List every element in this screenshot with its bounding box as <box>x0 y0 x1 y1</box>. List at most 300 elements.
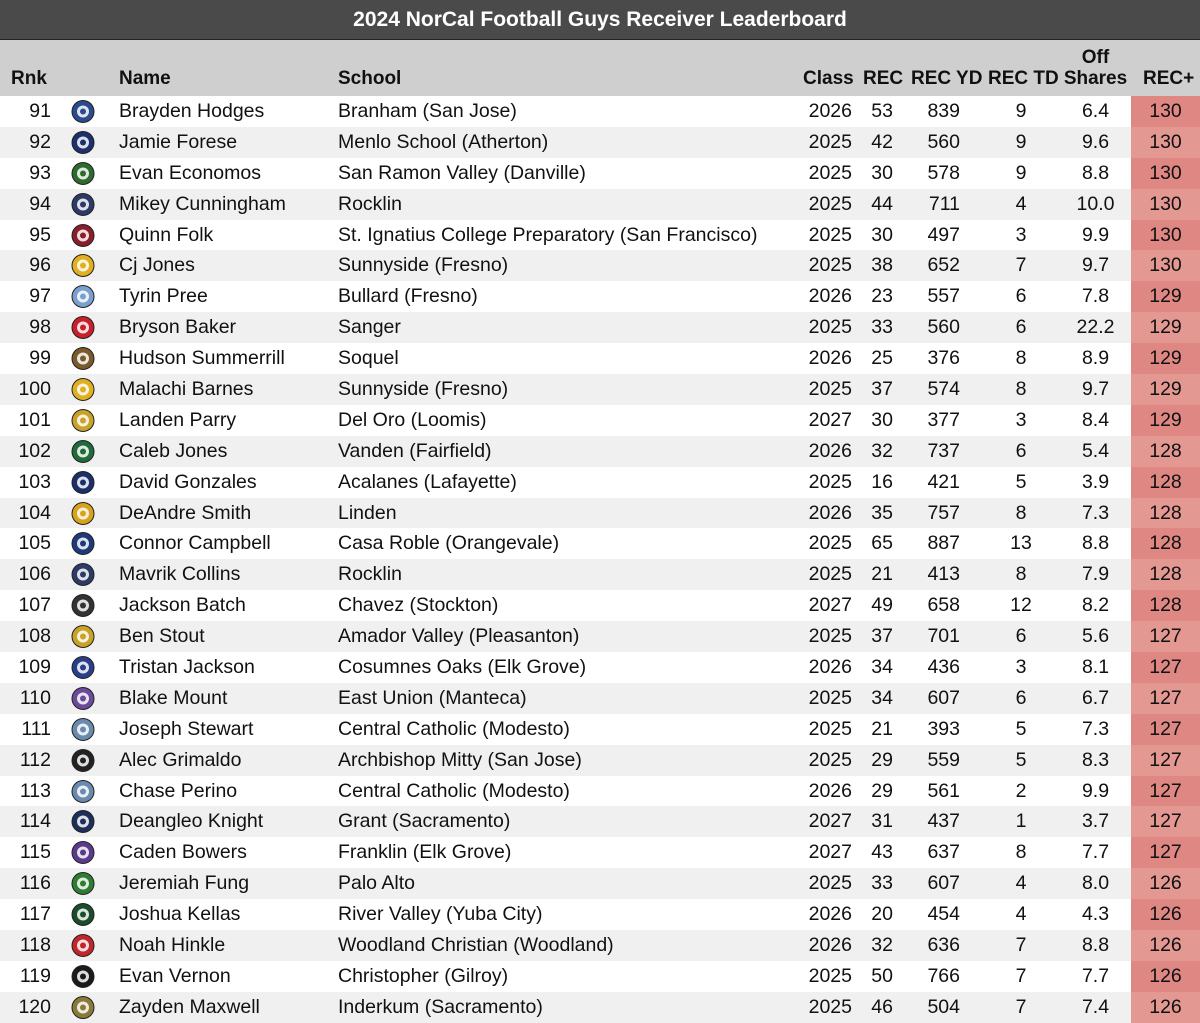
class-cell: 2025 <box>808 470 852 493</box>
class-cell: 2025 <box>808 130 852 153</box>
rank-cell: 91 <box>29 100 51 122</box>
vanden-logo-icon <box>70 439 96 464</box>
rec-yd-cell: 757 <box>927 501 960 524</box>
header-off: Off <box>1081 47 1110 68</box>
rec-yd-cell: 607 <box>927 686 960 709</box>
player-name: Mikey Cunningham <box>119 192 286 215</box>
rank-cell: 103 <box>18 470 51 493</box>
rec-yd-cell: 560 <box>927 316 960 339</box>
sanger-logo-icon <box>70 315 96 340</box>
rec-td-cell: 8 <box>1015 378 1027 401</box>
class-cell: 2026 <box>808 779 852 802</box>
rec-plus-cell: 129 <box>1131 374 1200 405</box>
rec-cell: 32 <box>871 439 893 462</box>
school-name: Christopher (Gilroy) <box>338 964 509 987</box>
rec-td-cell: 9 <box>1015 130 1027 153</box>
school-name: St. Ignatius College Preparatory (San Francisco) <box>338 223 758 246</box>
rec-cell: 21 <box>871 563 893 586</box>
table-row <box>0 559 1200 590</box>
rec-cell: 38 <box>871 254 893 277</box>
grant-logo-icon <box>70 809 96 834</box>
rank-cell: 116 <box>19 872 51 895</box>
rec-td-cell: 7 <box>1015 964 1027 987</box>
rank-cell: 118 <box>19 934 51 957</box>
off-shares-cell: 8.8 <box>1081 934 1110 957</box>
rec-plus-cell: 129 <box>1131 405 1200 436</box>
school-name: Vanden (Fairfield) <box>338 439 492 462</box>
rank-cell: 101 <box>18 408 51 431</box>
rec-plus-cell: 130 <box>1131 189 1200 220</box>
amador-valley-logo-icon <box>70 624 96 649</box>
class-cell: 2026 <box>808 934 852 957</box>
rec-cell: 33 <box>871 316 893 339</box>
school-name: Menlo School (Atherton) <box>338 130 549 153</box>
rank-cell: 117 <box>19 903 51 926</box>
rec-plus-cell: 127 <box>1131 652 1200 683</box>
school-name: Franklin (Elk Grove) <box>338 841 512 864</box>
rec-td-cell: 4 <box>1015 192 1027 215</box>
menlo-logo-icon <box>70 130 96 155</box>
table-row <box>0 590 1200 621</box>
table-row <box>0 776 1200 807</box>
header-class: Class <box>803 68 854 89</box>
player-name: David Gonzales <box>119 470 257 493</box>
player-name: Chase Perino <box>119 779 238 802</box>
school-name: Rocklin <box>338 192 402 215</box>
school-name: Bullard (Fresno) <box>338 285 478 308</box>
school-name: Sunnyside (Fresno) <box>338 378 509 401</box>
school-name: Linden <box>338 501 397 524</box>
rank-cell: 95 <box>29 223 51 246</box>
cosumnes-oaks-logo-icon <box>70 655 96 680</box>
archbishop-mitty-logo-icon <box>70 748 96 773</box>
rec-plus-cell: 127 <box>1131 745 1200 776</box>
sunnyside-logo-icon <box>70 377 96 402</box>
leaderboard-title: 2024 NorCal Football Guys Receiver Leaderboard <box>0 0 1200 40</box>
rocklin-logo-icon <box>70 562 96 587</box>
rec-plus-cell: 127 <box>1131 776 1200 807</box>
player-name: Quinn Folk <box>119 223 214 246</box>
rec-td-cell: 3 <box>1015 408 1027 431</box>
table-row <box>0 745 1200 776</box>
off-shares-cell: 8.8 <box>1081 532 1110 555</box>
off-shares-cell: 7.4 <box>1081 995 1110 1018</box>
east-union-logo-icon <box>70 686 96 711</box>
table-row <box>0 312 1200 343</box>
class-cell: 2025 <box>808 316 852 339</box>
off-shares-cell: 9.7 <box>1081 378 1110 401</box>
header-rec-td: REC TD <box>988 68 1059 89</box>
rank-cell: 111 <box>21 717 51 740</box>
rec-td-cell: 6 <box>1015 686 1027 709</box>
header-rnk: Rnk <box>11 68 47 89</box>
san-ramon-valley-logo-icon <box>70 161 96 186</box>
rec-cell: 21 <box>871 717 893 740</box>
rec-cell: 37 <box>871 378 893 401</box>
table-row <box>0 467 1200 498</box>
rec-td-cell: 9 <box>1015 161 1027 184</box>
bullard-logo-icon <box>70 284 96 309</box>
rec-td-cell: 6 <box>1015 285 1027 308</box>
rec-yd-cell: 376 <box>927 347 960 370</box>
player-name: Mavrik Collins <box>119 563 241 586</box>
rec-td-cell: 13 <box>1010 532 1032 555</box>
rec-plus-cell: 130 <box>1131 220 1200 251</box>
soquel-logo-icon <box>70 346 96 371</box>
class-cell: 2026 <box>808 439 852 462</box>
school-name: East Union (Manteca) <box>338 686 527 709</box>
central-catholic-logo-icon <box>70 717 96 742</box>
table-row <box>0 343 1200 374</box>
table-row <box>0 930 1200 961</box>
table-header <box>0 40 1200 96</box>
rec-plus-cell: 129 <box>1131 312 1200 343</box>
rec-cell: 20 <box>871 903 893 926</box>
class-cell: 2025 <box>808 625 852 648</box>
header-rec: REC <box>863 68 904 89</box>
table-row <box>0 436 1200 467</box>
central-catholic-logo-icon <box>70 779 96 804</box>
player-name: Connor Campbell <box>119 532 271 555</box>
rec-yd-cell: 737 <box>927 439 960 462</box>
off-shares-cell: 7.8 <box>1081 285 1110 308</box>
rank-cell: 107 <box>18 594 51 617</box>
school-name: Branham (San Jose) <box>338 100 517 122</box>
header-shares: Shares <box>1063 68 1128 89</box>
rec-yd-cell: 437 <box>927 810 960 833</box>
table-row <box>0 405 1200 436</box>
rec-plus-cell: 126 <box>1131 930 1200 961</box>
rank-cell: 120 <box>18 995 51 1018</box>
rec-td-cell: 8 <box>1015 563 1027 586</box>
rec-yd-cell: 393 <box>927 717 960 740</box>
river-valley-logo-icon <box>70 902 96 927</box>
rec-plus-cell: 127 <box>1131 714 1200 745</box>
table-row <box>0 621 1200 652</box>
rec-yd-cell: 497 <box>927 223 960 246</box>
off-shares-cell: 7.7 <box>1081 841 1110 864</box>
rank-cell: 106 <box>18 563 51 586</box>
rec-td-cell: 3 <box>1015 656 1027 679</box>
rank-cell: 105 <box>18 532 51 555</box>
rec-yd-cell: 574 <box>927 378 960 401</box>
player-name: Tyrin Pree <box>119 285 208 308</box>
class-cell: 2025 <box>808 872 852 895</box>
rec-plus-cell: 127 <box>1131 683 1200 714</box>
rank-cell: 119 <box>19 964 51 987</box>
rec-cell: 30 <box>871 408 893 431</box>
school-name: Cosumnes Oaks (Elk Grove) <box>338 656 587 679</box>
player-name: Bryson Baker <box>119 316 237 339</box>
table-row <box>0 806 1200 837</box>
rank-cell: 110 <box>19 686 51 709</box>
rec-plus-cell: 128 <box>1131 559 1200 590</box>
rec-td-cell: 8 <box>1015 501 1027 524</box>
rec-cell: 53 <box>871 100 893 122</box>
class-cell: 2025 <box>808 223 852 246</box>
rec-td-cell: 2 <box>1015 779 1027 802</box>
rec-td-cell: 7 <box>1015 934 1027 957</box>
rec-yd-cell: 637 <box>927 841 960 864</box>
rec-td-cell: 1 <box>1015 810 1027 833</box>
school-name: Del Oro (Loomis) <box>338 408 487 431</box>
rec-yd-cell: 413 <box>927 563 960 586</box>
off-shares-cell: 7.7 <box>1081 964 1110 987</box>
table-row <box>0 127 1200 158</box>
rec-cell: 37 <box>871 625 893 648</box>
table-row <box>0 992 1200 1023</box>
school-name: Palo Alto <box>338 872 415 895</box>
player-name: Ben Stout <box>119 625 205 648</box>
school-name: Casa Roble (Orangevale) <box>338 532 560 555</box>
rec-yd-cell: 421 <box>927 470 960 493</box>
rec-plus-cell: 128 <box>1131 590 1200 621</box>
player-name: Cj Jones <box>119 254 195 277</box>
off-shares-cell: 3.7 <box>1081 810 1110 833</box>
rec-td-cell: 12 <box>1010 594 1032 617</box>
table-row <box>0 714 1200 745</box>
table-row <box>0 837 1200 868</box>
rank-cell: 115 <box>19 841 51 864</box>
header-rec-plus: REC+ <box>1143 68 1195 89</box>
class-cell: 2025 <box>808 995 852 1018</box>
rank-cell: 102 <box>18 439 51 462</box>
rank-cell: 109 <box>18 656 51 679</box>
rec-cell: 46 <box>871 995 893 1018</box>
class-cell: 2025 <box>808 254 852 277</box>
rec-yd-cell: 658 <box>927 594 960 617</box>
off-shares-cell: 6.4 <box>1081 100 1110 122</box>
del-oro-logo-icon <box>70 408 96 433</box>
class-cell: 2025 <box>808 378 852 401</box>
rec-yd-cell: 701 <box>927 625 960 648</box>
rec-yd-cell: 711 <box>928 192 960 215</box>
off-shares-cell: 22.2 <box>1076 316 1115 339</box>
player-name: Jackson Batch <box>119 594 246 617</box>
off-shares-cell: 3.9 <box>1081 470 1110 493</box>
palo-alto-logo-icon <box>70 871 96 896</box>
rec-yd-cell: 560 <box>927 130 960 153</box>
rank-cell: 99 <box>29 347 51 370</box>
woodland-christian-logo-icon <box>70 933 96 958</box>
rec-plus-cell: 130 <box>1131 158 1200 189</box>
rank-cell: 113 <box>19 779 51 802</box>
class-cell: 2025 <box>808 748 852 771</box>
off-shares-cell: 6.7 <box>1081 686 1110 709</box>
rec-cell: 30 <box>871 161 893 184</box>
rank-cell: 100 <box>18 378 51 401</box>
player-name: Blake Mount <box>119 686 228 709</box>
rec-plus-cell: 128 <box>1131 467 1200 498</box>
off-shares-cell: 8.8 <box>1081 161 1110 184</box>
table-row <box>0 374 1200 405</box>
st-ignatius-logo-icon <box>70 223 96 248</box>
leaderboard-rows <box>0 96 1200 1023</box>
linden-logo-icon <box>70 501 96 526</box>
rec-yd-cell: 652 <box>927 254 960 277</box>
rec-cell: 30 <box>871 223 893 246</box>
class-cell: 2027 <box>808 841 852 864</box>
chavez-logo-icon <box>70 593 96 618</box>
player-name: Malachi Barnes <box>119 378 254 401</box>
player-name: Deangleo Knight <box>119 810 264 833</box>
table-row <box>0 899 1200 930</box>
rocklin-logo-icon <box>70 192 96 217</box>
player-name: Landen Parry <box>119 408 237 431</box>
rec-cell: 34 <box>871 686 893 709</box>
rec-cell: 35 <box>871 501 893 524</box>
player-name: Hudson Summerrill <box>119 347 285 370</box>
rec-td-cell: 6 <box>1015 625 1027 648</box>
player-name: Zayden Maxwell <box>119 995 260 1018</box>
rec-cell: 43 <box>871 841 893 864</box>
off-shares-cell: 9.9 <box>1081 223 1110 246</box>
table-row <box>0 189 1200 220</box>
rec-td-cell: 9 <box>1015 100 1027 122</box>
class-cell: 2026 <box>808 656 852 679</box>
rec-td-cell: 6 <box>1015 439 1027 462</box>
rec-cell: 16 <box>871 470 893 493</box>
player-name: Noah Hinkle <box>119 934 226 957</box>
rec-yd-cell: 839 <box>927 100 960 122</box>
class-cell: 2027 <box>808 810 852 833</box>
table-row <box>0 220 1200 251</box>
acalanes-logo-icon <box>70 470 96 495</box>
school-name: Archbishop Mitty (San Jose) <box>338 748 582 771</box>
rec-yd-cell: 561 <box>927 779 960 802</box>
rec-plus-cell: 130 <box>1131 96 1200 127</box>
rec-plus-cell: 126 <box>1131 992 1200 1023</box>
school-name: Central Catholic (Modesto) <box>338 779 570 802</box>
class-cell: 2026 <box>808 347 852 370</box>
class-cell: 2026 <box>808 903 852 926</box>
rec-plus-cell: 127 <box>1131 806 1200 837</box>
rec-yd-cell: 578 <box>927 161 960 184</box>
rec-cell: 25 <box>871 347 893 370</box>
rec-td-cell: 4 <box>1015 903 1027 926</box>
rec-td-cell: 7 <box>1015 254 1027 277</box>
school-name: Soquel <box>338 347 399 370</box>
rec-yd-cell: 636 <box>927 934 960 957</box>
branham-logo-icon <box>70 99 96 124</box>
rec-td-cell: 3 <box>1015 223 1027 246</box>
rec-plus-cell: 126 <box>1131 868 1200 899</box>
rank-cell: 94 <box>29 192 51 215</box>
rec-plus-cell: 127 <box>1131 837 1200 868</box>
class-cell: 2027 <box>808 594 852 617</box>
rec-td-cell: 5 <box>1015 748 1027 771</box>
class-cell: 2025 <box>808 161 852 184</box>
class-cell: 2025 <box>808 964 852 987</box>
rank-cell: 104 <box>18 501 51 524</box>
player-name: Evan Vernon <box>119 964 231 987</box>
sunnyside-logo-icon <box>70 253 96 278</box>
table-row <box>0 250 1200 281</box>
table-row <box>0 158 1200 189</box>
table-row <box>0 96 1200 127</box>
rec-cell: 44 <box>871 192 893 215</box>
rec-plus-cell: 130 <box>1131 250 1200 281</box>
rec-yd-cell: 454 <box>927 903 960 926</box>
rank-cell: 92 <box>29 130 51 153</box>
class-cell: 2026 <box>808 100 852 122</box>
off-shares-cell: 8.3 <box>1081 748 1110 771</box>
class-cell: 2025 <box>808 532 852 555</box>
table-row <box>0 528 1200 559</box>
rec-plus-cell: 129 <box>1131 281 1200 312</box>
rec-yd-cell: 436 <box>927 656 960 679</box>
rec-plus-cell: 126 <box>1131 961 1200 992</box>
player-name: Tristan Jackson <box>119 656 255 679</box>
inderkum-logo-icon <box>70 995 96 1020</box>
player-name: Alec Grimaldo <box>119 748 242 771</box>
school-name: Acalanes (Lafayette) <box>338 470 517 493</box>
rec-plus-cell: 128 <box>1131 436 1200 467</box>
rank-cell: 114 <box>19 810 51 833</box>
off-shares-cell: 8.0 <box>1081 872 1110 895</box>
rec-plus-cell: 129 <box>1131 343 1200 374</box>
rank-cell: 108 <box>18 625 51 648</box>
table-row <box>0 498 1200 529</box>
header-name: Name <box>119 68 171 89</box>
rec-cell: 29 <box>871 779 893 802</box>
player-name: Caden Bowers <box>119 841 247 864</box>
off-shares-cell: 7.9 <box>1081 563 1110 586</box>
rec-cell: 33 <box>871 872 893 895</box>
off-shares-cell: 8.2 <box>1081 594 1110 617</box>
player-name: Caleb Jones <box>119 439 228 462</box>
rank-cell: 97 <box>29 285 51 308</box>
header-school: School <box>338 68 402 89</box>
rec-td-cell: 7 <box>1015 995 1027 1018</box>
rec-yd-cell: 887 <box>927 532 960 555</box>
school-name: Chavez (Stockton) <box>338 594 499 617</box>
table-row <box>0 652 1200 683</box>
off-shares-cell: 9.9 <box>1081 779 1110 802</box>
rec-plus-cell: 126 <box>1131 899 1200 930</box>
school-name: Grant (Sacramento) <box>338 810 511 833</box>
rec-yd-cell: 377 <box>927 408 960 431</box>
school-name: Rocklin <box>338 563 402 586</box>
player-name: Joshua Kellas <box>119 903 241 926</box>
rec-cell: 32 <box>871 934 893 957</box>
rank-cell: 112 <box>19 748 51 771</box>
rank-cell: 93 <box>29 161 51 184</box>
header-off-shares <box>1062 47 1129 89</box>
off-shares-cell: 4.3 <box>1081 903 1110 926</box>
table-row <box>0 961 1200 992</box>
header-rec-yd: REC YD <box>911 68 983 89</box>
rec-yd-cell: 504 <box>927 995 960 1018</box>
class-cell: 2026 <box>808 501 852 524</box>
table-row <box>0 281 1200 312</box>
rec-cell: 50 <box>871 964 893 987</box>
rec-td-cell: 5 <box>1015 717 1027 740</box>
school-name: Amador Valley (Pleasanton) <box>338 625 580 648</box>
table-row <box>0 683 1200 714</box>
school-name: Woodland Christian (Woodland) <box>338 934 614 957</box>
player-name: Jamie Forese <box>119 130 238 153</box>
table-row <box>0 868 1200 899</box>
rec-cell: 31 <box>871 810 893 833</box>
rec-cell: 49 <box>871 594 893 617</box>
rec-plus-cell: 130 <box>1131 127 1200 158</box>
rec-yd-cell: 607 <box>927 872 960 895</box>
player-name: Evan Economos <box>119 161 261 184</box>
off-shares-cell: 5.4 <box>1081 439 1110 462</box>
school-name: Sanger <box>338 316 401 339</box>
player-name: Brayden Hodges <box>119 100 265 122</box>
